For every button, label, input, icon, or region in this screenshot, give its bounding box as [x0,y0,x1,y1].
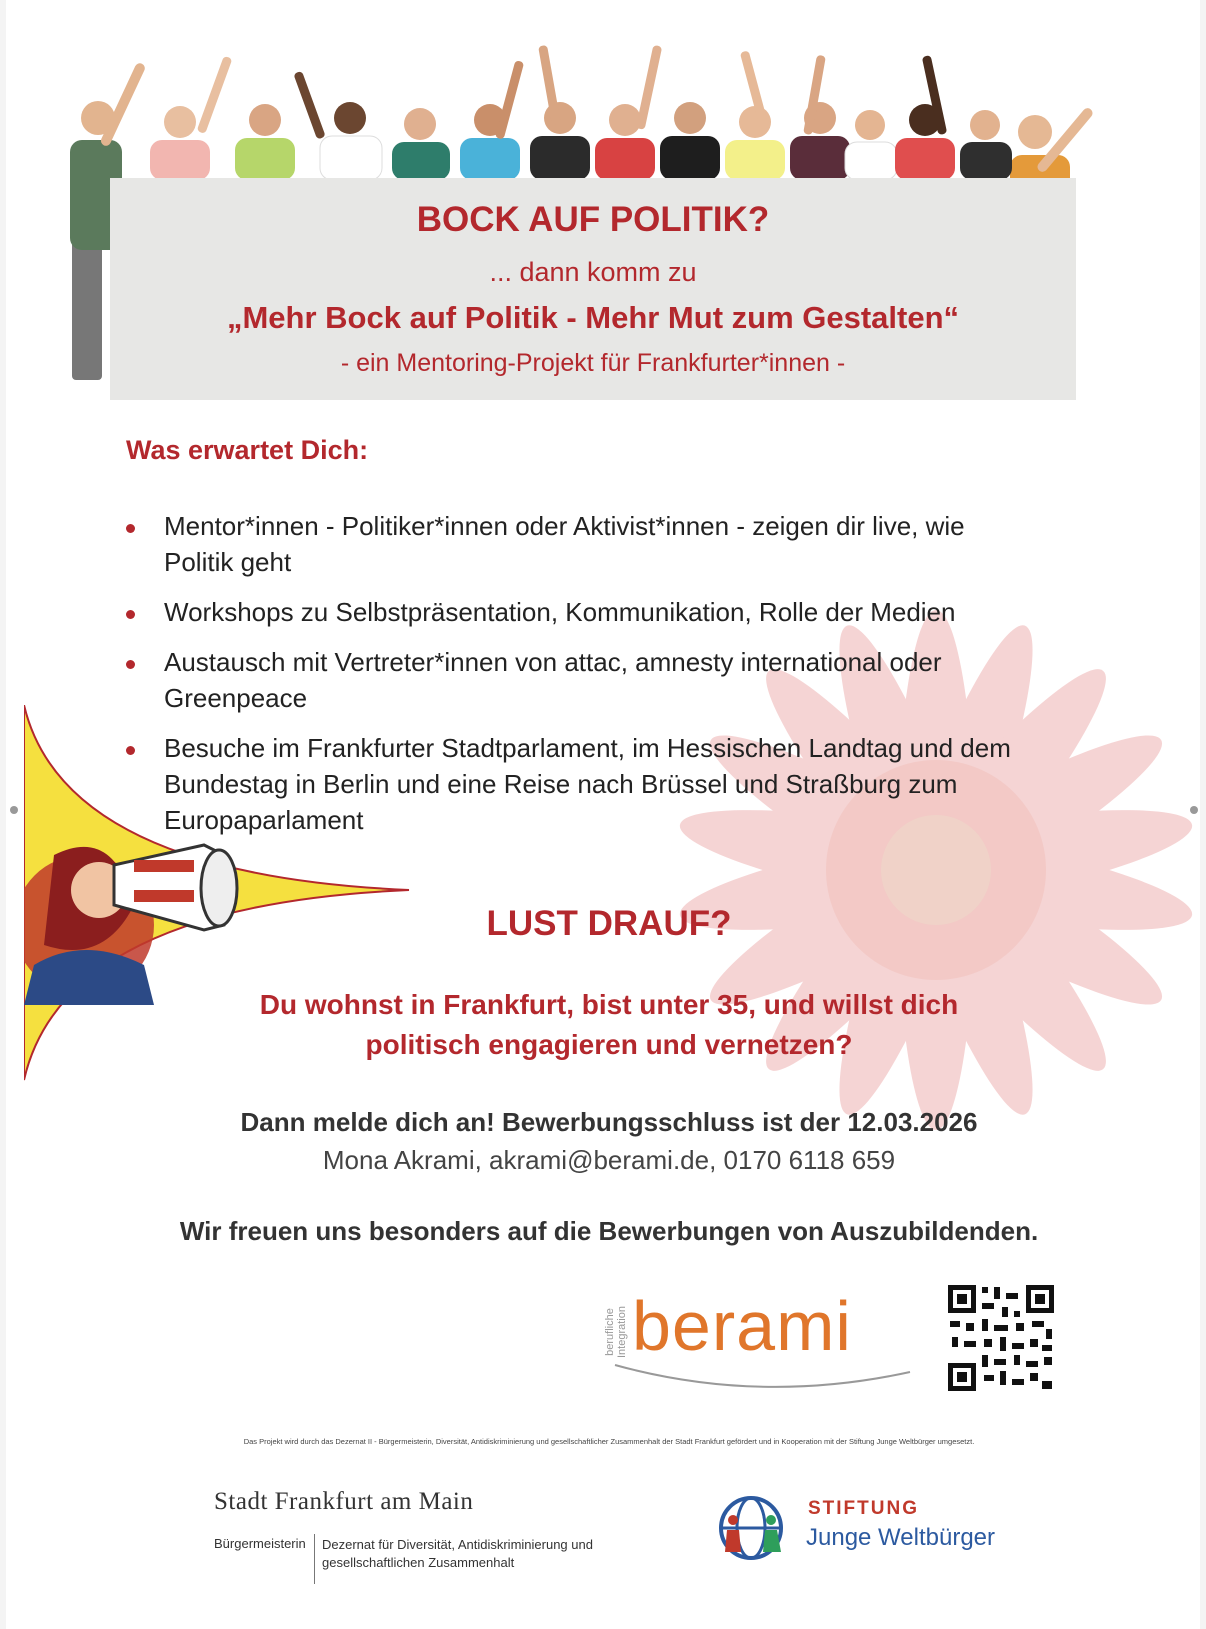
list-item: Besuche im Frankfurter Stadtparlament, im Hessischen Landtag und dem Bundestag in Berlin und eine Reise nach Brüssel und Straßburg zum Europaparlament [126,730,1026,838]
berami-tagline: berufliche Integration [604,1306,628,1358]
subline: ... dann komm zu [489,257,697,287]
contact-info: Mona Akrami, akrami@berami.de, 0170 6118 659 [322,1145,896,1175]
stiftung-label: STIFTUNG [808,1498,919,1519]
list-item: Mentor*innen - Politiker*innen oder Aktivist*innen - zeigen dir live, wie Politik geht [126,508,1026,580]
apprentice-note: Wir freuen uns besonders auf die Bewerbungen von Auszubildenden. [179,1216,1039,1246]
headline-banner [110,178,1076,400]
berami-wordmark: berami [632,1287,852,1365]
qr-code[interactable] [946,1283,1056,1393]
lust-heading: LUST DRAUF? [486,904,732,943]
question-line-2: politisch engagieren und vernetzen? [365,1029,853,1060]
expect-list [126,508,1026,852]
project-title: „Mehr Bock auf Politik - Mehr Mut zum Gestalten“ [226,300,960,335]
flyer-page [6,0,1200,1629]
headline: BOCK AUF POLITIK? [416,200,770,239]
funding-footnote: Das Projekt wird durch das Dezernat II - Bürgermeisterin, Diversität, Antidiskriminierung und gesellschaftlicher Zusammenhalt der Stadt Frankfurt gefördert und in Kooperation mit der Stiftung Junge Weltbürger umgesetzt. [243,1437,975,1446]
list-item: Workshops zu Selbstpräsentation, Kommunikation, Rolle der Medien [126,594,1026,630]
stadt-frankfurt-logo [214,1478,594,1588]
page-handle-left [10,806,18,814]
stadt-dezernat: Dezernat für Diversität, Antidiskriminierung und gesellschaftlichen Zusammenhalt [322,1537,593,1570]
expect-heading: Was erwartet Dich: [126,435,369,465]
apply-deadline: Dann melde dich an! Bewerbungsschluss ist der 12.03.2026 [240,1107,978,1137]
stadt-name: Stadt Frankfurt am Main [214,1488,474,1515]
berami-logo [604,1280,930,1400]
eligibility-question [206,985,1012,1065]
project-subtitle: - ein Mentoring-Projekt für Frankfurter*innen - [340,349,846,377]
globe-icon [711,1490,801,1570]
stiftung-name: Junge Weltbürger [806,1524,995,1551]
question-line-1: Du wohnst in Frankfurt, bist unter 35, und willst dich [259,989,959,1020]
page-handle-right [1190,806,1198,814]
berami-swoosh [610,1360,930,1400]
stadt-buergermeisterin: Bürgermeisterin [214,1536,306,1551]
stiftung-logo [711,1490,1001,1570]
list-item: Austausch mit Vertreter*innen von attac, amnesty international oder Greenpeace [126,644,1026,716]
stadt-divider [314,1534,315,1584]
